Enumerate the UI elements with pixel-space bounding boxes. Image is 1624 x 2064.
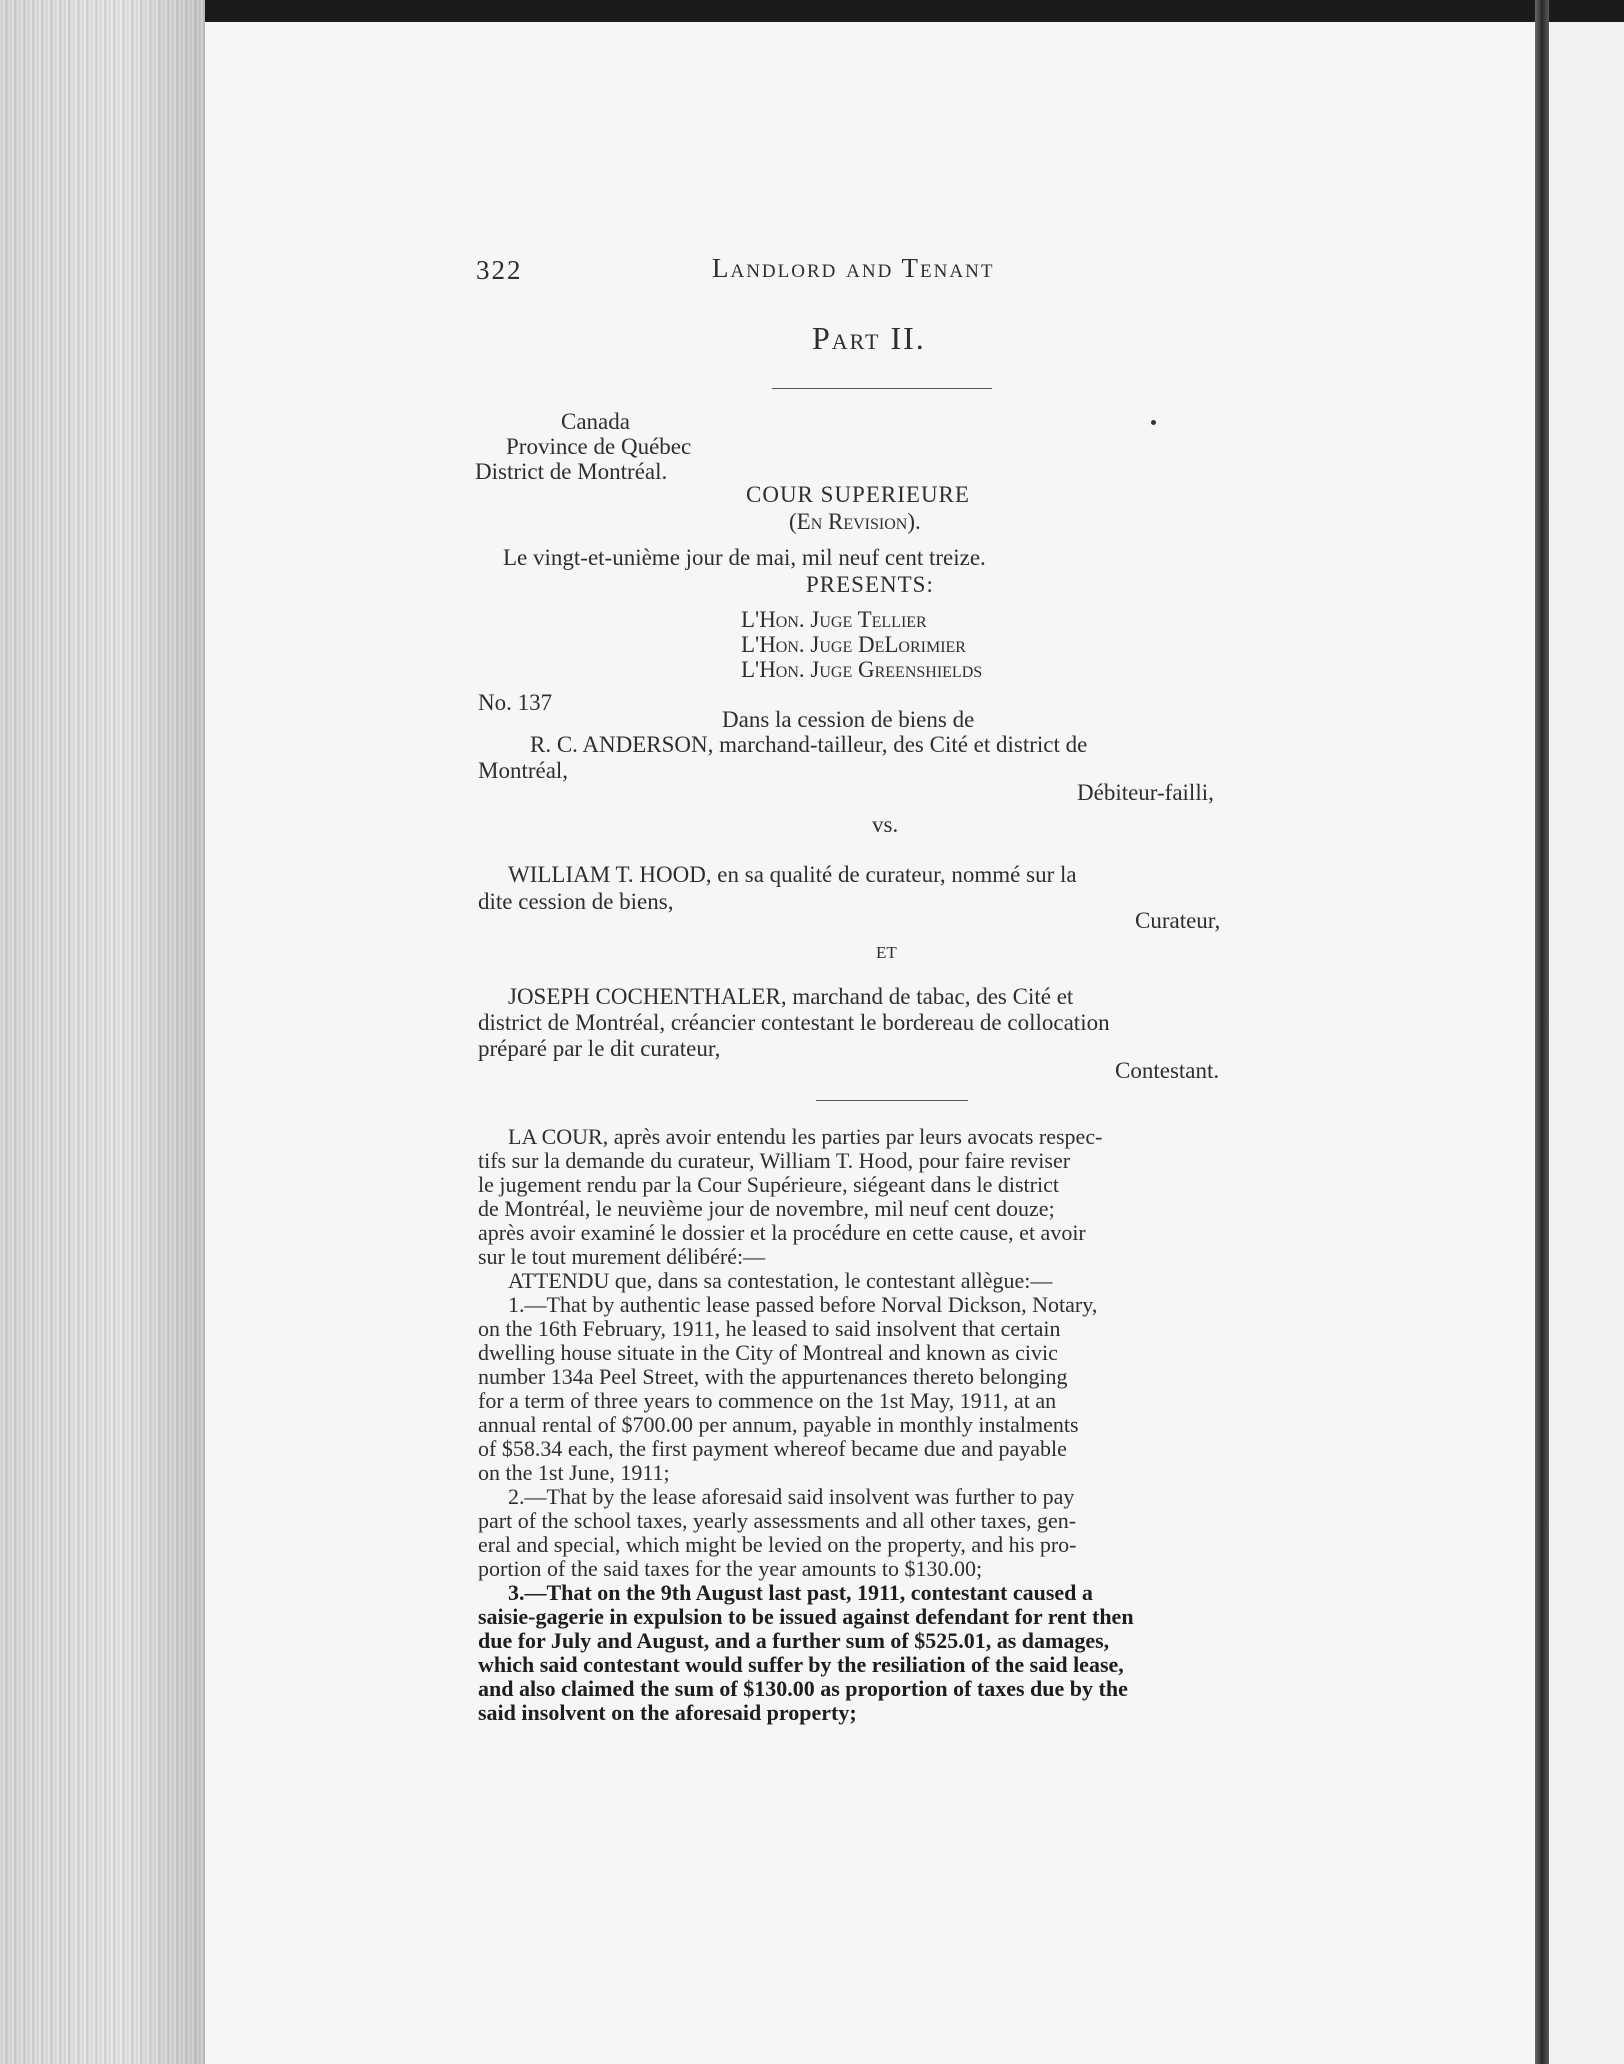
- contestant-role: Contestant.: [1115, 1058, 1220, 1083]
- body-line: le jugement rendu par la Cour Supérieure, siégeant dans le district: [478, 1172, 1059, 1197]
- judge-2: L'Hon. Juge DeLorimier: [741, 632, 966, 657]
- case-number: No. 137: [478, 690, 553, 715]
- jurisdiction-district: District de Montréal.: [475, 459, 668, 484]
- book-gutter: [1535, 0, 1549, 2064]
- body-line: LA COUR, après avoir entendu les parties par leurs avocats respec-: [508, 1124, 1103, 1149]
- body-line: 3.—That on the 9th August last past, 1911, contestant caused a: [508, 1580, 1093, 1605]
- body-line: on the 16th February, 1911, he leased to said insolvent that certain: [478, 1316, 1061, 1341]
- title-rule: [772, 388, 992, 389]
- body-line: eral and special, which might be levied on the property, and his pro-: [478, 1532, 1077, 1557]
- body-line: tifs sur la demande du curateur, William T. Hood, pour faire reviser: [478, 1148, 1071, 1173]
- versus: vs.: [872, 812, 899, 837]
- running-head-title: Landlord and Tenant: [712, 253, 995, 283]
- debtor-line-2: Montréal,: [478, 758, 569, 783]
- ink-speck: [1151, 420, 1156, 425]
- body-line: number 134a Peel Street, with the appurtenances thereto belonging: [478, 1364, 1068, 1389]
- judge-1: L'Hon. Juge Tellier: [741, 607, 927, 632]
- body-line: portion of the said taxes for the year amounts to $130.00;: [478, 1556, 983, 1581]
- case-intro: Dans la cession de biens de: [722, 707, 975, 732]
- section-rule: [816, 1100, 968, 1101]
- curator-line-1: WILLIAM T. HOOD, en sa qualité de curateur, nommé sur la: [508, 862, 1077, 887]
- conjunction-et: ET: [876, 943, 897, 962]
- body-line: dwelling house situate in the City of Montreal and known as civic: [478, 1340, 1058, 1365]
- facing-page-edge: [1549, 22, 1624, 2064]
- body-line: saisie-gagerie in expulsion to be issued against defendant for rent then: [478, 1604, 1134, 1629]
- debtor-line-1: R. C. ANDERSON, marchand-tailleur, des Cité et district de: [530, 732, 1088, 757]
- body-line: annual rental of $700.00 per annum, payable in monthly instalments: [478, 1412, 1079, 1437]
- body-line: on the 1st June, 1911;: [478, 1460, 670, 1485]
- body-line: part of the school taxes, yearly assessments and all other taxes, gen-: [478, 1508, 1077, 1533]
- body-line: ATTENDU que, dans sa contestation, le contestant allègue:—: [508, 1268, 1053, 1293]
- body-line: sur le tout murement délibéré:—: [478, 1244, 766, 1269]
- curator-role: Curateur,: [1135, 908, 1221, 933]
- presents-heading: PRESENTS:: [806, 572, 934, 597]
- debtor-role: Débiteur-failli,: [1077, 780, 1214, 805]
- contestant-line-2: district de Montréal, créancier contestant le bordereau de collocation: [478, 1010, 1110, 1035]
- body-line: which said contestant would suffer by the resiliation of the said lease,: [478, 1652, 1124, 1677]
- contestant-line-3: préparé par le dit curateur,: [478, 1036, 721, 1061]
- judge-3: L'Hon. Juge Greenshields: [741, 657, 983, 682]
- page-number: 322: [476, 255, 523, 285]
- body-line: said insolvent on the aforesaid property;: [478, 1700, 857, 1725]
- jurisdiction-province: Province de Québec: [506, 434, 692, 459]
- court-division: (En Revision).: [789, 509, 921, 534]
- part-title: Part II.: [812, 320, 926, 356]
- curator-line-2: dite cession de biens,: [478, 889, 674, 914]
- date-line: Le vingt-et-unième jour de mai, mil neuf cent treize.: [503, 545, 986, 570]
- body-line: of $58.34 each, the first payment whereof became due and payable: [478, 1436, 1067, 1461]
- body-line: 2.—That by the lease aforesaid said insolvent was further to pay: [508, 1484, 1075, 1509]
- body-line: de Montréal, le neuvième jour de novembre, mil neuf cent douze;: [478, 1196, 1055, 1221]
- jurisdiction-country: Canada: [561, 409, 630, 434]
- body-line: and also claimed the sum of $130.00 as proportion of taxes due by the: [478, 1676, 1128, 1701]
- court-name: COUR SUPERIEURE: [746, 482, 970, 507]
- body-line: for a term of three years to commence on the 1st May, 1911, at an: [478, 1388, 1057, 1413]
- body-line: après avoir examiné le dossier et la procédure en cette cause, et avoir: [478, 1220, 1086, 1245]
- body-line: due for July and August, and a further sum of $525.01, as damages,: [478, 1628, 1110, 1653]
- contestant-line-1: JOSEPH COCHENTHALER, marchand de tabac, des Cité et: [508, 984, 1074, 1009]
- body-line: 1.—That by authentic lease passed before Norval Dickson, Notary,: [508, 1292, 1098, 1317]
- book-page-edge: [0, 0, 205, 2064]
